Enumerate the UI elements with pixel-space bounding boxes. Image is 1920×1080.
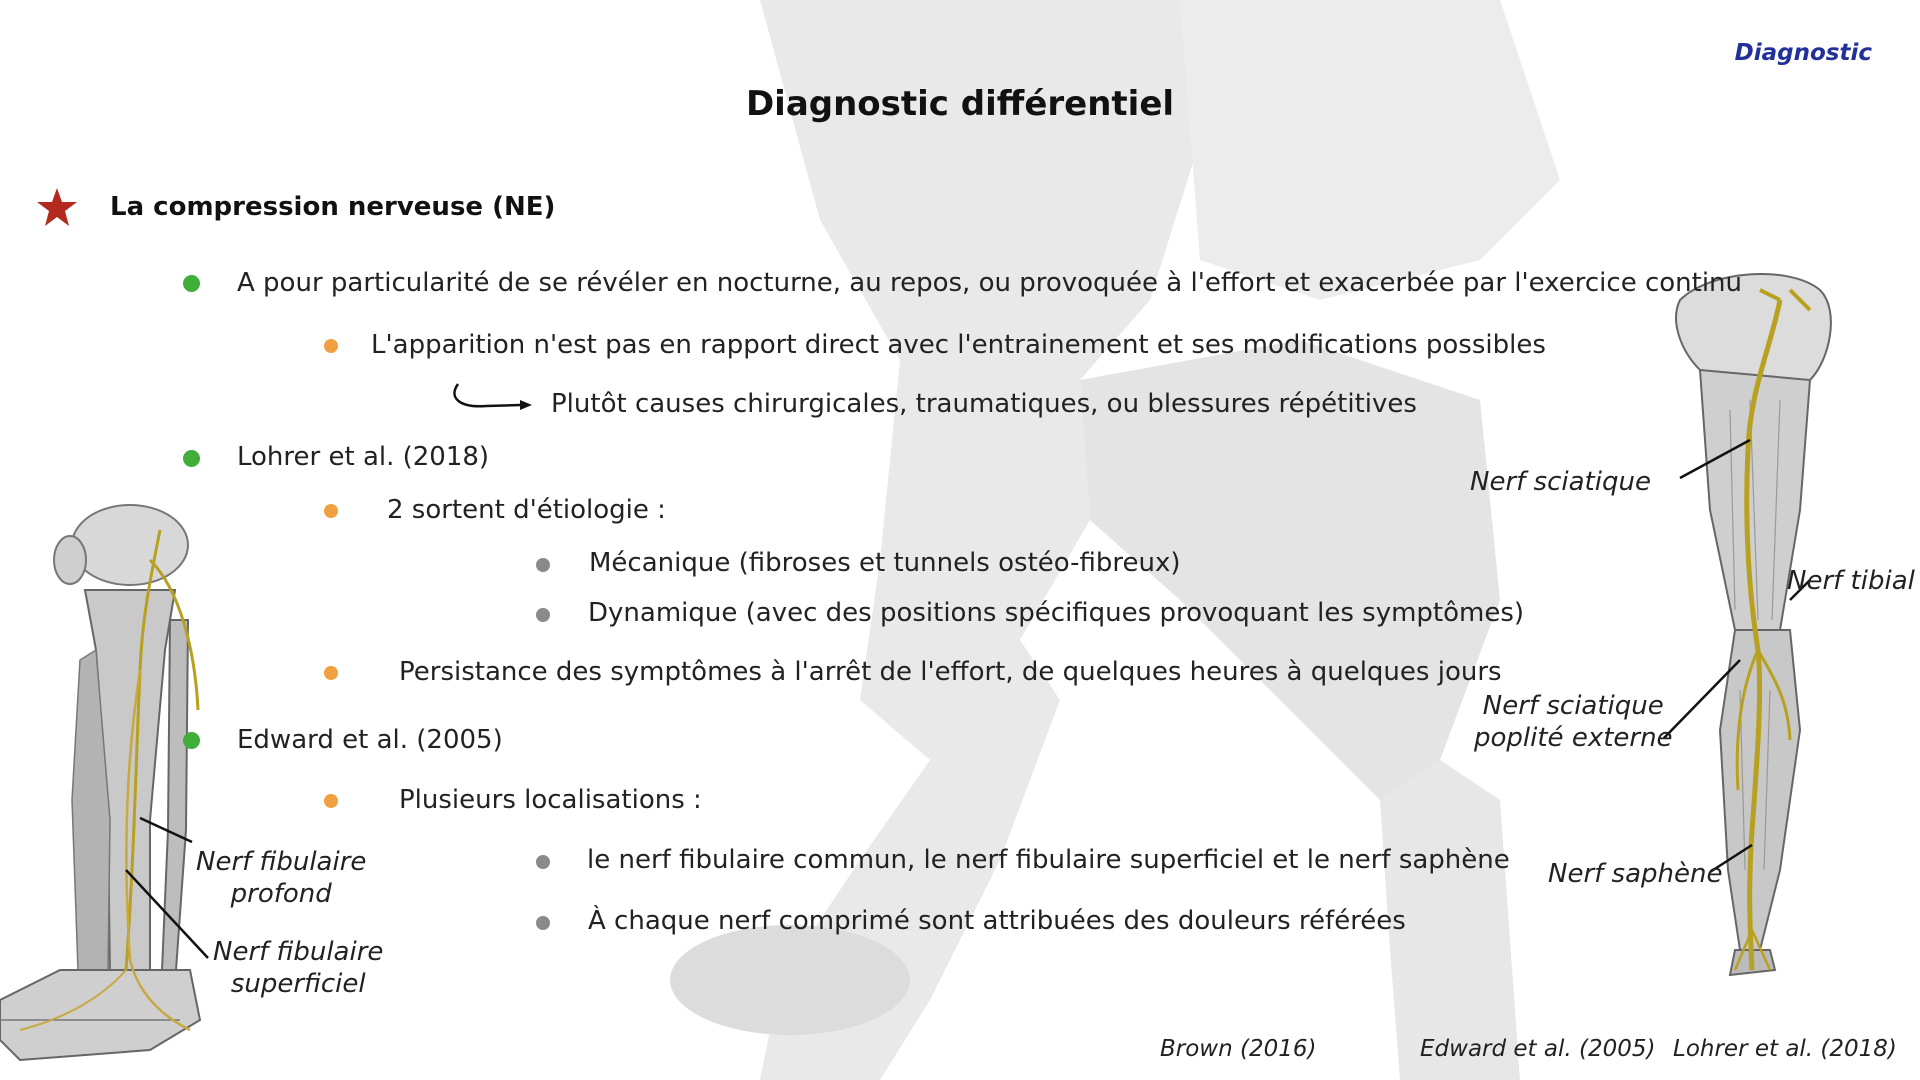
bullet-orange-4 — [324, 794, 338, 808]
bullet-text-1: A pour particularité de se révéler en nocturne, au repos, ou provoquée à l'effort et exacerbée par l'exercice continu — [237, 268, 1743, 298]
bullet-text-2-2: Persistance des symptômes à l'arrêt de l'effort, de quelques heures à quelques jours — [399, 657, 1502, 687]
bullet-orange-2 — [324, 504, 338, 518]
label-saphenous-nerve: Nerf saphène — [1548, 859, 1723, 889]
section-tag: Diagnostic — [1734, 40, 1872, 66]
bullet-text-3-1-1: le nerf fibulaire commun, le nerf fibulaire superficiel et le nerf saphène — [587, 845, 1510, 875]
star-icon — [36, 186, 78, 228]
bullet-text-1-1: L'apparition n'est pas en rapport direct avec l'entrainement et ses modifications possibles — [371, 330, 1546, 360]
bullet-text-2-1-2: Dynamique (avec des positions spécifiques provoquant les symptômes) — [588, 598, 1525, 628]
bullet-orange-1 — [324, 339, 338, 353]
bullet-green-2 — [183, 450, 200, 467]
reference-lohrer-2018: Lohrer et al. (2018) — [1673, 1036, 1897, 1062]
label-common-peroneal-nerve: Nerf sciatique poplité externe — [1474, 691, 1673, 753]
label-deep-fibular-nerve: Nerf fibulaire profond — [196, 847, 367, 909]
bullet-gray-2 — [536, 608, 550, 622]
reference-brown-2016: Brown (2016) — [1160, 1036, 1317, 1062]
label-tibial-nerve: Nerf tibial — [1787, 566, 1915, 596]
page-title: Diagnostic différentiel — [745, 84, 1175, 124]
bullet-text-2: Lohrer et al. (2018) — [237, 442, 490, 472]
bullet-text-2-1: 2 sortent d'étiologie : — [387, 495, 666, 525]
bullet-gray-3 — [536, 855, 550, 869]
bullet-green-1 — [183, 275, 200, 292]
arrow-text: Plutôt causes chirurgicales, traumatiques, ou blessures répétitives — [551, 389, 1417, 419]
bullet-green-3 — [183, 732, 200, 749]
bullet-gray-1 — [536, 558, 550, 572]
label-superficial-fibular-nerve: Nerf fibulaire superficiel — [213, 937, 384, 999]
reference-edward-2005: Edward et al. (2005) — [1420, 1036, 1656, 1062]
label-sciatic-nerve: Nerf sciatique — [1470, 467, 1651, 497]
bullet-text-3: Edward et al. (2005) — [237, 725, 503, 755]
bullet-text-3-1-2: À chaque nerf comprimé sont attribuées des douleurs référées — [588, 906, 1406, 936]
bullet-orange-3 — [324, 666, 338, 680]
bullet-text-3-1: Plusieurs localisations : — [399, 785, 702, 815]
bullet-gray-4 — [536, 916, 550, 930]
curved-arrow-icon — [450, 380, 534, 414]
bullet-text-2-1-1: Mécanique (fibroses et tunnels ostéo-fibreux) — [589, 548, 1181, 578]
section-heading: La compression nerveuse (NE) — [110, 192, 556, 222]
